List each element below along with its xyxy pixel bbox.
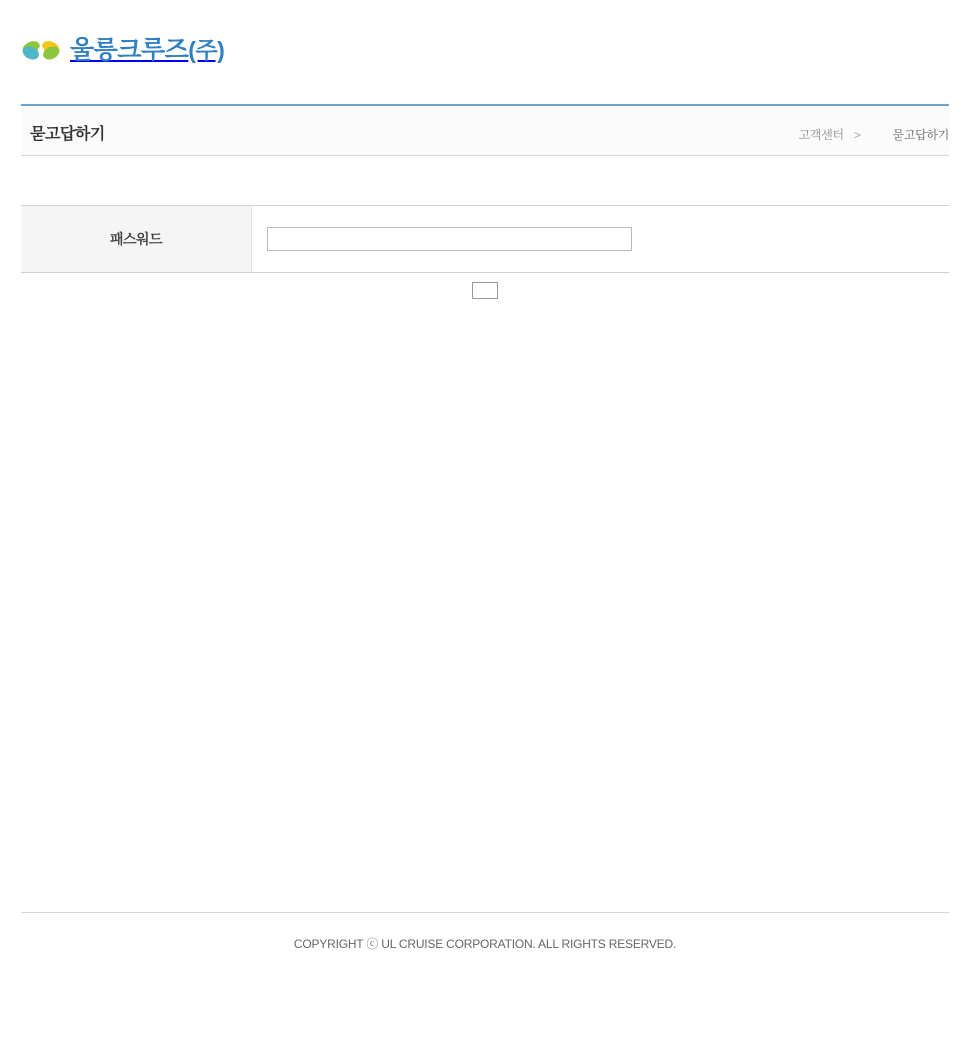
site-footer (0, 912, 970, 952)
site-header (0, 0, 970, 104)
brand-sub: (주) (188, 36, 225, 63)
site-logo-link[interactable] (21, 30, 224, 70)
page-title: 묻고답하기 (30, 126, 105, 143)
breadcrumb-current: 묻고답하기 (892, 128, 949, 142)
password-form-table (21, 205, 949, 273)
form-button-row (21, 282, 949, 303)
footer-divider (21, 912, 949, 913)
copyright-text: COPYRIGHT ⓒ UL CRUISE CORPORATION. ALL RIGHTS RESERVED. (293, 937, 677, 951)
confirm-button[interactable] (472, 282, 498, 299)
table-row (21, 206, 949, 273)
breadcrumb-separator-icon: > (853, 127, 861, 142)
pinwheel-flower-logo-icon (21, 30, 61, 70)
brand-main: 울릉크루즈 (70, 35, 189, 64)
breadcrumb-parent[interactable]: 고객센터 (798, 128, 844, 142)
page-title-bar (21, 104, 949, 156)
brand-text (70, 35, 225, 64)
password-label: 패스워드 (21, 206, 252, 273)
breadcrumb (799, 126, 949, 143)
password-field-cell (252, 206, 950, 273)
main-content (21, 205, 949, 303)
password-input[interactable] (267, 227, 632, 251)
